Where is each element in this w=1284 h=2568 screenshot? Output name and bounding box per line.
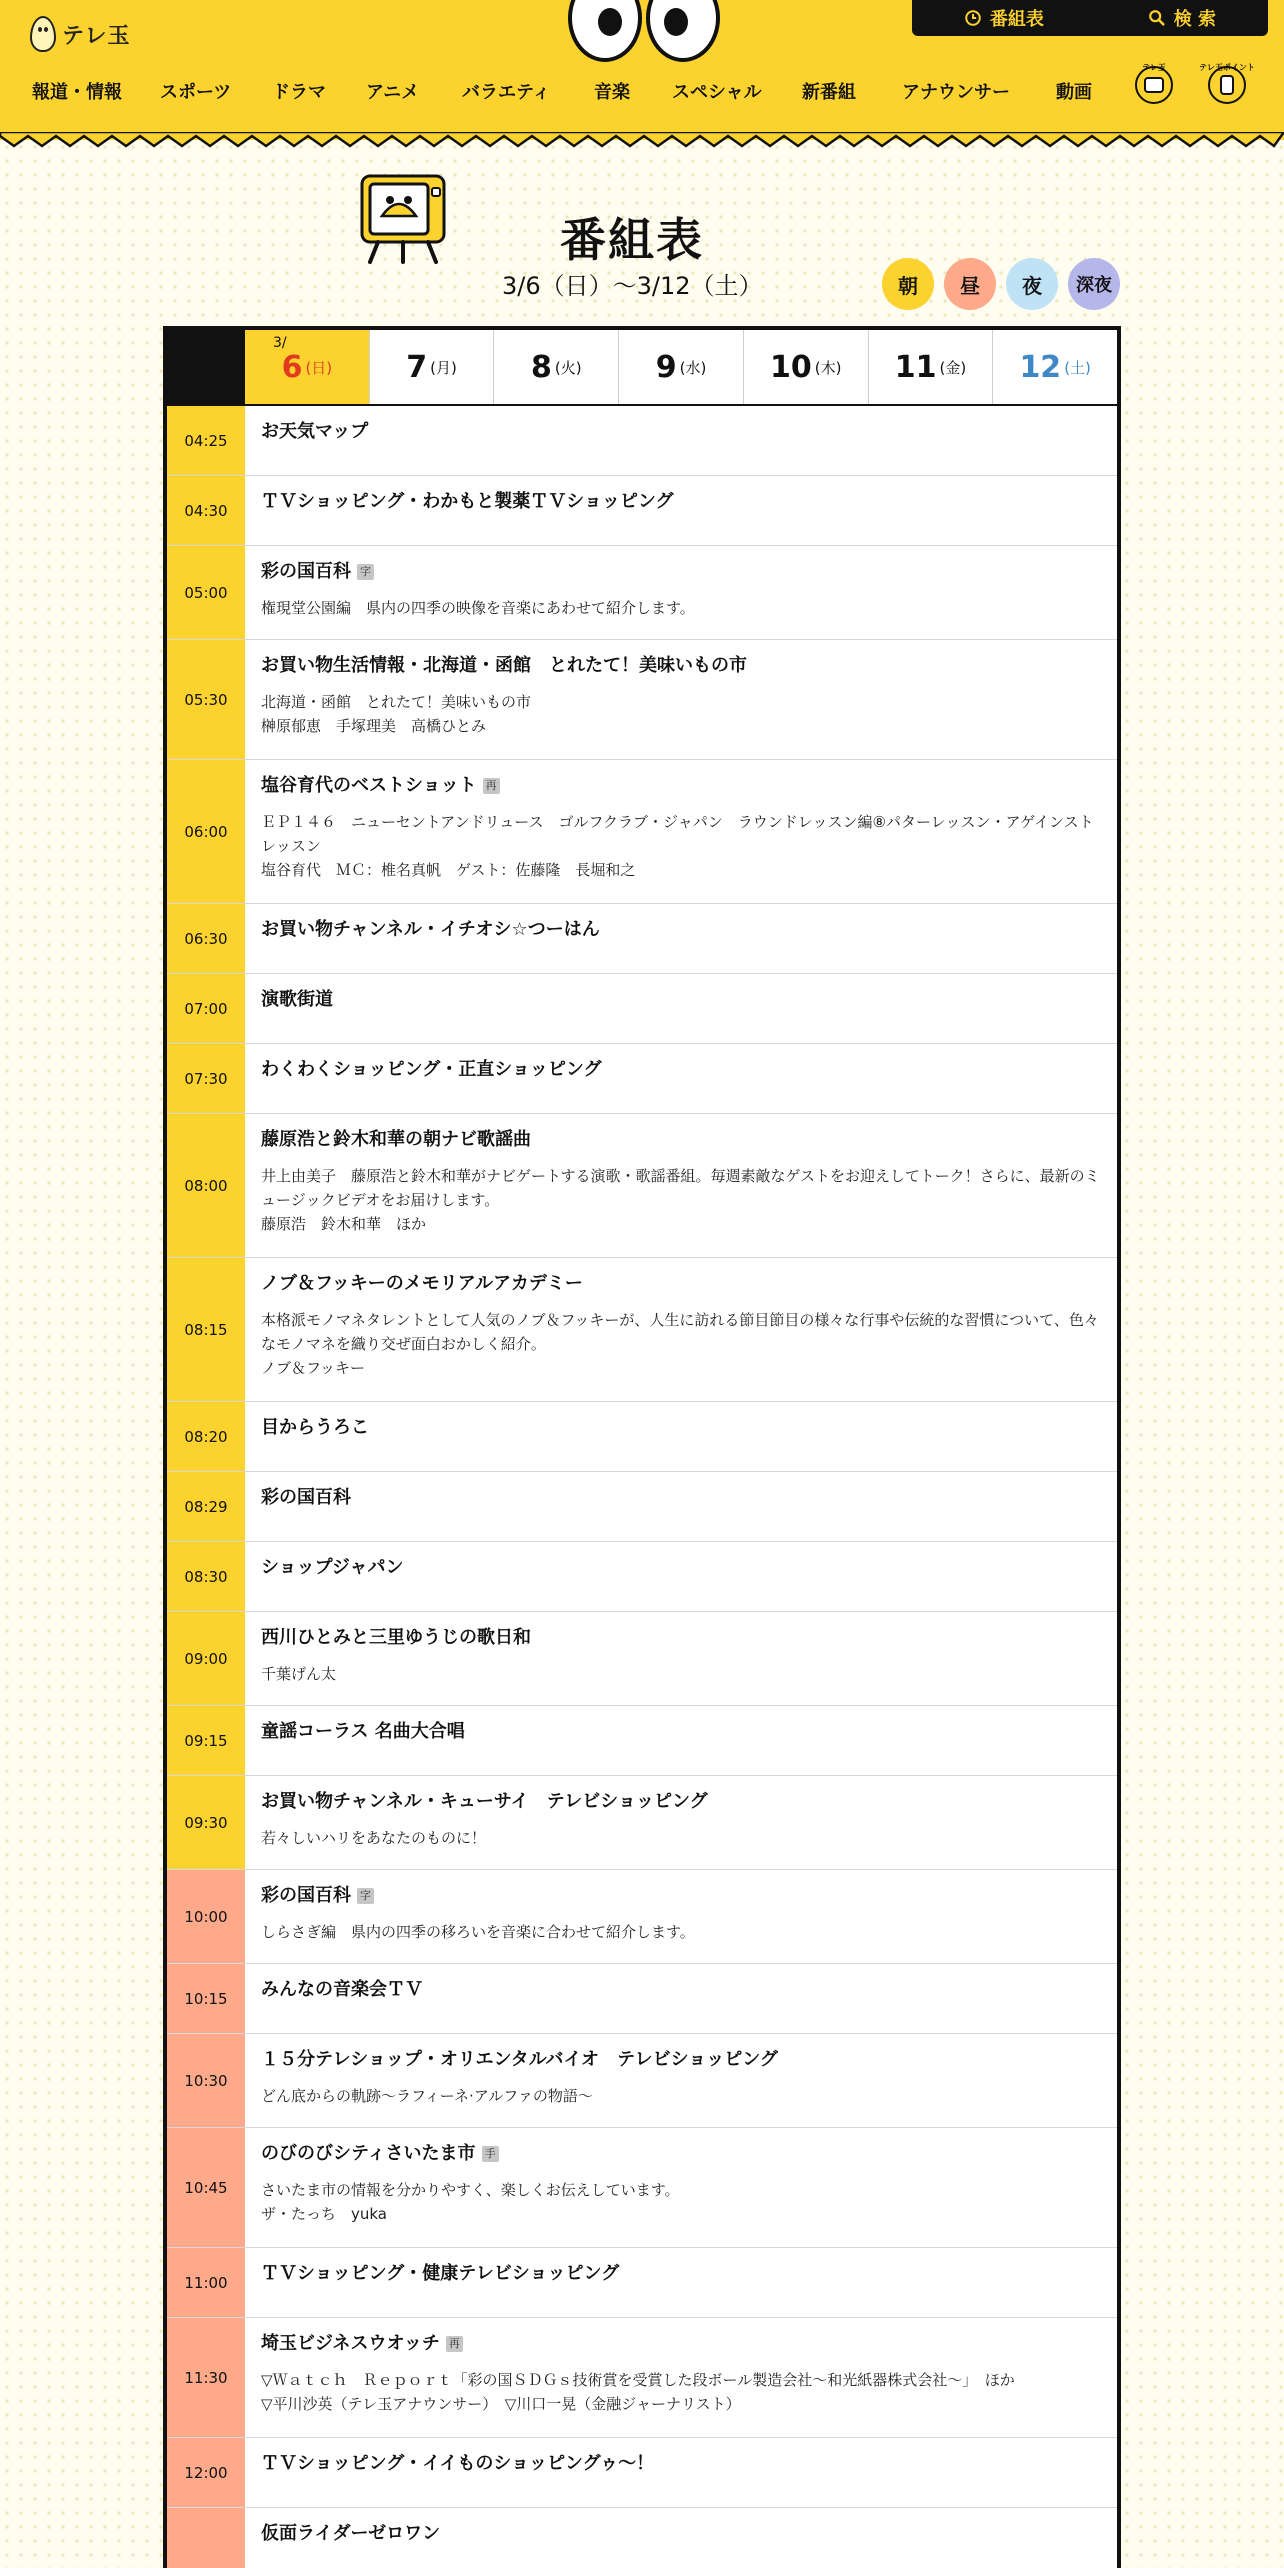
program-entry[interactable] xyxy=(245,476,1117,545)
program-title: 童謡コーラス 名曲大合唱 xyxy=(261,1721,465,1742)
program-entry[interactable] xyxy=(245,2248,1117,2317)
program-badge: 再 xyxy=(446,2336,463,2352)
program-title: ＴＶショッピング・健康テレビショッピング xyxy=(261,2263,620,2284)
program-row xyxy=(167,904,1117,974)
program-title: ＴＶショッピング・イイものショッピングゥ～！ xyxy=(261,2453,655,2474)
program-title-line xyxy=(261,1626,1101,1650)
program-row xyxy=(167,760,1117,904)
program-title: 藤原浩と鈴木和華の朝ナビ歌謡曲 xyxy=(261,1129,531,1150)
program-title-line xyxy=(261,2048,1101,2072)
program-time: 06:30 xyxy=(167,904,245,973)
program-title: 埼玉ビジネスウオッチ xyxy=(261,2333,440,2354)
point-link-label: テレ玉ポイント xyxy=(1199,63,1255,72)
site-header xyxy=(0,0,1284,140)
nav-sports[interactable]: スポーツ xyxy=(160,82,232,103)
day-tab-weekday: (火) xyxy=(554,358,582,377)
program-description: 権現堂公園編 県内の四季の映像を音楽にあわせて紹介します。 xyxy=(261,599,695,617)
program-time: 11:30 xyxy=(167,2318,245,2437)
tv-mascot-icon xyxy=(356,170,454,266)
program-entry[interactable] xyxy=(245,760,1117,903)
search-link[interactable] xyxy=(1148,5,1216,31)
program-title-line xyxy=(261,2332,1101,2356)
program-title: ノブ＆フッキーのメモリアルアカデミー xyxy=(261,1273,583,1294)
tod-night-label: 夜 xyxy=(1022,273,1042,298)
program-title-line xyxy=(261,420,1101,444)
program-entry[interactable] xyxy=(245,1964,1117,2033)
program-title-line xyxy=(261,1884,1101,1908)
program-time: 08:00 xyxy=(167,1114,245,1257)
program-row xyxy=(167,2508,1117,2568)
day-tab-number: 9 xyxy=(655,349,677,385)
program-time: 08:30 xyxy=(167,1542,245,1611)
program-entry[interactable] xyxy=(245,1542,1117,1611)
program-badge: 再 xyxy=(483,778,500,794)
nav-variety[interactable]: バラエティ xyxy=(462,82,551,103)
program-title-line xyxy=(261,2142,1101,2166)
program-entry[interactable] xyxy=(245,2034,1117,2127)
day-tab-weekday: (月) xyxy=(430,358,457,377)
program-title: お天気マップ xyxy=(261,421,369,442)
program-entry[interactable] xyxy=(245,1472,1117,1541)
day-tab-weekday: (水) xyxy=(679,358,707,377)
program-row xyxy=(167,476,1117,546)
program-entry[interactable] xyxy=(245,640,1117,759)
nav-drama[interactable]: ドラマ xyxy=(272,82,326,103)
program-title: みんなの音楽会ＴＶ xyxy=(261,1979,423,2000)
program-time: 09:15 xyxy=(167,1706,245,1775)
program-row xyxy=(167,1402,1117,1472)
program-time: 05:00 xyxy=(167,546,245,639)
program-badge: 手 xyxy=(482,2146,499,2162)
program-title-line xyxy=(261,2522,1101,2546)
program-title-line xyxy=(261,490,1101,514)
program-row xyxy=(167,1542,1117,1612)
program-title-line xyxy=(261,1272,1101,1296)
program-title: 目からうろこ xyxy=(261,1417,369,1438)
program-title: お買い物生活情報・北海道・函館 とれたて！美味いもの市 xyxy=(261,655,747,676)
program-badge: 字 xyxy=(357,1888,374,1904)
program-title: お買い物チャンネル・イチオシ☆つーはん xyxy=(261,919,600,940)
program-title-line xyxy=(261,1790,1101,1814)
program-title: 仮面ライダーゼロワン xyxy=(261,2523,441,2544)
day-tab-10[interactable] xyxy=(743,330,868,404)
tv-icon xyxy=(1144,77,1164,93)
program-entry[interactable] xyxy=(245,904,1117,973)
day-tab-12[interactable] xyxy=(992,330,1117,404)
program-row xyxy=(167,640,1117,760)
day-tabs xyxy=(167,330,1117,406)
program-time: 10:15 xyxy=(167,1964,245,2033)
program-entry[interactable] xyxy=(245,1044,1117,1113)
schedule-table xyxy=(163,326,1121,2568)
program-row xyxy=(167,974,1117,1044)
mascot-logo-icon xyxy=(30,16,56,52)
program-entry[interactable] xyxy=(245,2438,1117,2507)
tod-morning-button[interactable] xyxy=(882,258,934,310)
day-tab-7[interactable] xyxy=(369,330,494,404)
program-row xyxy=(167,2438,1117,2508)
program-badge: 字 xyxy=(357,564,374,580)
program-time: 10:45 xyxy=(167,2128,245,2247)
program-row xyxy=(167,2318,1117,2438)
program-title-line xyxy=(261,1486,1101,1510)
program-time: 10:00 xyxy=(167,1870,245,1963)
header-zigzag-edge xyxy=(0,132,1284,150)
schedule-link[interactable] xyxy=(964,5,1044,31)
nav-news[interactable]: 報道・情報 xyxy=(32,82,122,103)
nav-announcers[interactable]: アナウンサー xyxy=(902,82,1010,103)
day-tab-weekday: (木) xyxy=(814,358,842,377)
program-title-line xyxy=(261,988,1101,1012)
program-title-line xyxy=(261,1720,1101,1744)
program-description: どん底からの軌跡～ラフィーネ·アルファの物語～ xyxy=(261,2087,593,2105)
day-tab-number: 8 xyxy=(531,349,552,385)
program-title-line xyxy=(261,1128,1101,1152)
search-link-label: 検 索 xyxy=(1173,9,1217,30)
program-time: 08:20 xyxy=(167,1402,245,1471)
program-title: 彩の国百科 xyxy=(261,561,351,582)
date-range: 3/6（日）〜3/12（土） xyxy=(502,272,763,300)
program-entry[interactable] xyxy=(245,2128,1117,2247)
point-link[interactable] xyxy=(1199,63,1255,104)
page-title: 番組表 xyxy=(560,213,704,267)
program-title: ＴＶショッピング・わかもと製薬ＴＶショッピング xyxy=(261,491,674,512)
program-time: 09:00 xyxy=(167,1612,245,1705)
program-row xyxy=(167,406,1117,476)
card-icon xyxy=(1220,75,1234,95)
program-time: 04:25 xyxy=(167,406,245,475)
program-title: のびのびシティさいたま市 xyxy=(261,2143,476,2164)
program-row xyxy=(167,1776,1117,1870)
program-title-line xyxy=(261,1556,1101,1580)
day-tab-number: 10 xyxy=(770,349,812,385)
nav-special[interactable]: スペシャル xyxy=(672,82,762,103)
schedule-link-label: 番組表 xyxy=(989,9,1044,30)
program-description: さいたま市の情報を分かりやすく、楽しくお伝えしています。 ザ・たっち yuka xyxy=(261,2181,680,2223)
program-time: 08:15 xyxy=(167,1258,245,1401)
program-time: 05:30 xyxy=(167,640,245,759)
program-description: ▽Ｗａｔｃｈ Ｒｅｐｏｒｔ「彩の国ＳＤＧｓ技術賞を受賞した段ボール製造会社～和光紙器株式会社～」 ほか ▽平川沙英（テレ玉アナウンサー） ▽川口一晃（金融ジャーナリスト） xyxy=(261,2371,1015,2413)
clock-icon xyxy=(964,9,982,27)
day-tab-weekday: (金) xyxy=(939,358,967,377)
program-entry[interactable] xyxy=(245,1706,1117,1775)
tod-night-button[interactable] xyxy=(1006,258,1058,310)
site-logo[interactable] xyxy=(30,16,131,52)
program-entry[interactable] xyxy=(245,2508,1117,2568)
program-time xyxy=(167,2508,245,2568)
nav-new-programs[interactable]: 新番組 xyxy=(802,82,856,103)
nav-anime[interactable]: アニメ xyxy=(366,82,420,103)
program-row xyxy=(167,1114,1117,1258)
program-title-line xyxy=(261,918,1101,942)
day-tab-number: 11 xyxy=(894,349,937,385)
program-title: 塩谷育代のベストショット xyxy=(261,775,477,796)
program-title-line xyxy=(261,2262,1101,2286)
program-description: ＥＰ１４６ ニューセントアンドリュース ゴルフクラブ・ジャパン ラウンドレッスン編⑧パターレッスン・アゲインストレッスン 塩谷育代 ＭＣ：椎名真帆 ゲスト：佐藤隆 長堀和之 xyxy=(261,813,1094,879)
program-row xyxy=(167,1258,1117,1402)
nav-video[interactable]: 動画 xyxy=(1056,82,1092,103)
program-description: 千葉げん太 xyxy=(261,1665,337,1683)
day-tab-weekday: (土) xyxy=(1064,358,1091,377)
nav-music[interactable]: 音楽 xyxy=(594,82,630,103)
program-title: 彩の国百科 xyxy=(261,1885,351,1906)
program-title-line xyxy=(261,654,1101,678)
program-entry[interactable] xyxy=(245,1776,1117,1869)
program-entry[interactable] xyxy=(245,1870,1117,1963)
program-description: 北海道・函館 とれたて！美味いもの市 榊原郁恵 手塚理美 高橋ひとみ xyxy=(261,693,532,735)
day-tab-9[interactable] xyxy=(618,330,743,404)
program-row xyxy=(167,1964,1117,2034)
program-title: 演歌街道 xyxy=(261,989,333,1010)
program-title-line xyxy=(261,560,1101,584)
program-row xyxy=(167,2034,1117,2128)
tod-noon-button[interactable] xyxy=(944,258,996,310)
day-tab-number: 7 xyxy=(406,349,428,385)
program-title: １５分テレショップ・オリエンタルバイオ テレビショッピング xyxy=(261,2049,778,2070)
program-entry[interactable] xyxy=(245,546,1117,639)
program-time: 07:00 xyxy=(167,974,245,1043)
program-time: 08:29 xyxy=(167,1472,245,1541)
program-time: 04:30 xyxy=(167,476,245,545)
program-title-line xyxy=(261,1058,1101,1082)
program-title: わくわくショッピング・正直ショッピング xyxy=(261,1059,602,1080)
day-tabs-corner xyxy=(167,330,245,404)
program-entry[interactable] xyxy=(245,974,1117,1043)
program-entry[interactable] xyxy=(245,1114,1117,1257)
program-description: 井上由美子 藤原浩と鈴木和華がナビゲートする演歌・歌謡番組。毎週素敵なゲストをお迎えしてトーク！さらに、最新のミュージックビデオをお届けします。 藤原浩 鈴木和華 ほか xyxy=(261,1167,1100,1233)
program-entry[interactable] xyxy=(245,1612,1117,1705)
utility-bar xyxy=(912,0,1268,36)
program-row xyxy=(167,1870,1117,1964)
tod-noon-label: 昼 xyxy=(960,273,980,298)
program-title-line xyxy=(261,774,1101,798)
program-row xyxy=(167,546,1117,640)
program-entry[interactable] xyxy=(245,406,1117,475)
day-tab-11[interactable] xyxy=(868,330,993,404)
program-time: 11:00 xyxy=(167,2248,245,2317)
program-time: 09:30 xyxy=(167,1776,245,1869)
program-row xyxy=(167,1472,1117,1542)
program-entry[interactable] xyxy=(245,1258,1117,1401)
program-time: 06:00 xyxy=(167,760,245,903)
program-row xyxy=(167,1706,1117,1776)
teletama-link[interactable] xyxy=(1135,63,1173,104)
tod-morning-label: 朝 xyxy=(898,273,918,298)
day-tab-month: 3/ xyxy=(273,335,287,351)
program-title-line xyxy=(261,1978,1101,2002)
program-title-line xyxy=(261,1416,1101,1440)
program-title: 西川ひとみと三里ゆうじの歌日和 xyxy=(261,1627,531,1648)
program-row xyxy=(167,2248,1117,2318)
logo-text: テレ玉 xyxy=(62,22,131,48)
program-title: ショップジャパン xyxy=(261,1557,404,1578)
program-time: 10:30 xyxy=(167,2034,245,2127)
program-time: 12:00 xyxy=(167,2438,245,2507)
program-row xyxy=(167,2128,1117,2248)
teletama-link-label: テレ玉 xyxy=(1142,63,1166,72)
program-description: 本格派モノマネタレントとして人気のノブ＆フッキーが、人生に訪れる節目節目の様々な行事や伝統的な習慣について、色々なモノマネを織り交ぜ面白おかしく紹介。 ノブ＆フッキー xyxy=(261,1311,1099,1377)
program-description: しらさぎ編 県内の四季の移ろいを音楽に合わせて紹介します。 xyxy=(261,1923,695,1941)
program-list xyxy=(167,406,1117,2568)
program-description: 若々しいハリをあなたのものに！ xyxy=(261,1829,487,1847)
day-tab-6[interactable] xyxy=(245,330,369,404)
search-icon xyxy=(1148,9,1166,27)
program-title: お買い物チャンネル・キューサイ テレビショッピング xyxy=(261,1791,708,1812)
program-title: 彩の国百科 xyxy=(261,1487,351,1508)
program-row xyxy=(167,1612,1117,1706)
tod-latenight-button[interactable] xyxy=(1068,258,1120,310)
day-tab-number: 12 xyxy=(1019,349,1062,385)
tod-latenight-label: 深夜 xyxy=(1076,275,1112,296)
day-tab-number: 6 xyxy=(281,349,303,385)
day-tab-8[interactable] xyxy=(493,330,618,404)
day-tab-weekday: (日) xyxy=(305,358,333,377)
program-title-line xyxy=(261,2452,1101,2476)
program-entry[interactable] xyxy=(245,2318,1117,2437)
mascot-eyes-icon xyxy=(568,0,720,62)
program-time: 07:30 xyxy=(167,1044,245,1113)
program-entry[interactable] xyxy=(245,1402,1117,1471)
program-row xyxy=(167,1044,1117,1114)
